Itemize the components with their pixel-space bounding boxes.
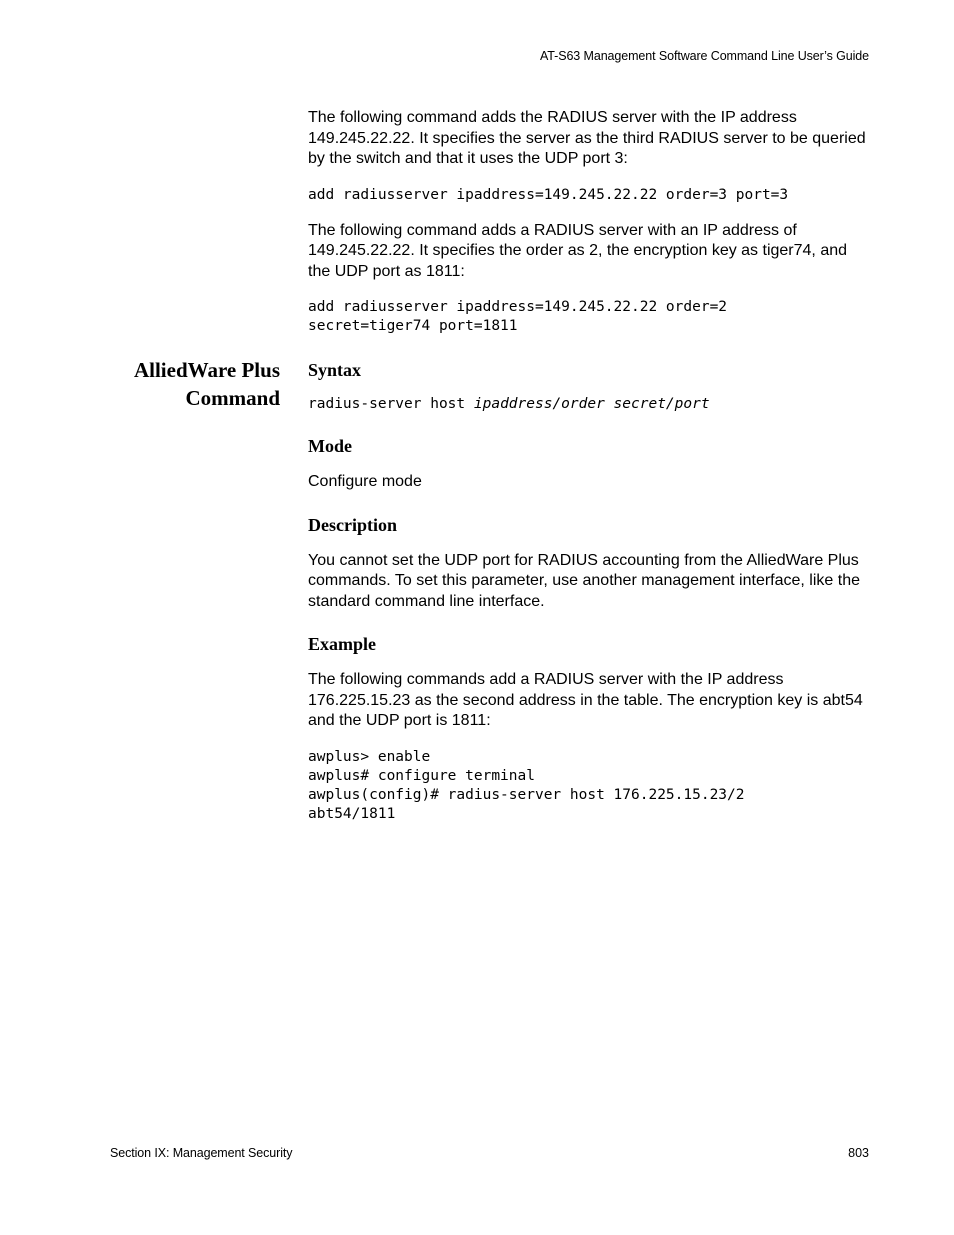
code-example-1: add radiusserver ipaddress=149.245.22.22 order=3 port=3: [308, 186, 789, 203]
syntax-code: [308, 395, 873, 414]
example-text: The following commands add a RADIUS server with the IP address 176.225.15.23 as the second address in the table. The encryption key is abt54 and the UDP port is 1811:: [308, 671, 863, 729]
mode-heading: Mode: [308, 436, 352, 456]
section-heading-line-2: Command: [185, 386, 280, 410]
code-line: awplus# configure terminal: [308, 767, 535, 784]
code-line: abt54/1811: [308, 805, 396, 822]
running-header: AT-S63 Management Software Command Line User’s Guide: [540, 49, 869, 63]
mode-text: Configure mode: [308, 473, 422, 490]
section-heading: [134, 356, 280, 412]
code-line: awplus> enable: [308, 748, 431, 765]
intro-paragraph-2: The following command adds a RADIUS server with an IP address of 149.245.22.22. It specifies the order as 2, the encryption key as tiger74, and the UDP port as 1811:: [308, 221, 848, 280]
section-heading-line-1: AlliedWare Plus: [133, 358, 280, 382]
description-heading: Description: [308, 514, 397, 535]
syntax-params: ipaddress/order secret/port: [473, 396, 710, 412]
intro-paragraph-1: The following command adds the RADIUS server with the IP address 149.245.22.22. It specifies the server as the third RADIUS server to be queried by the switch and that it uses the UDP port 3:: [308, 109, 866, 167]
code-example-2: [308, 298, 873, 336]
example-code-block: [308, 748, 873, 824]
code-line: awplus(config)# radius-server host 176.225.15.23/2: [308, 786, 745, 803]
main-content: [308, 108, 873, 824]
description-text: You cannot set the UDP port for RADIUS accounting from the AlliedWare Plus commands. To set this parameter, use another management interface, like the standard command line interface.: [308, 551, 860, 610]
footer-page-number: 803: [848, 1146, 869, 1160]
syntax-heading: Syntax: [308, 360, 362, 380]
example-heading: Example: [308, 634, 377, 654]
code-line: add radiusserver ipaddress=149.245.22.22 order=2: [308, 299, 728, 315]
syntax-command: radius-server host: [308, 396, 474, 412]
code-line: secret=tiger74 port=1811: [308, 318, 518, 334]
footer-section-name: Section IX: Management Security: [110, 1146, 293, 1160]
